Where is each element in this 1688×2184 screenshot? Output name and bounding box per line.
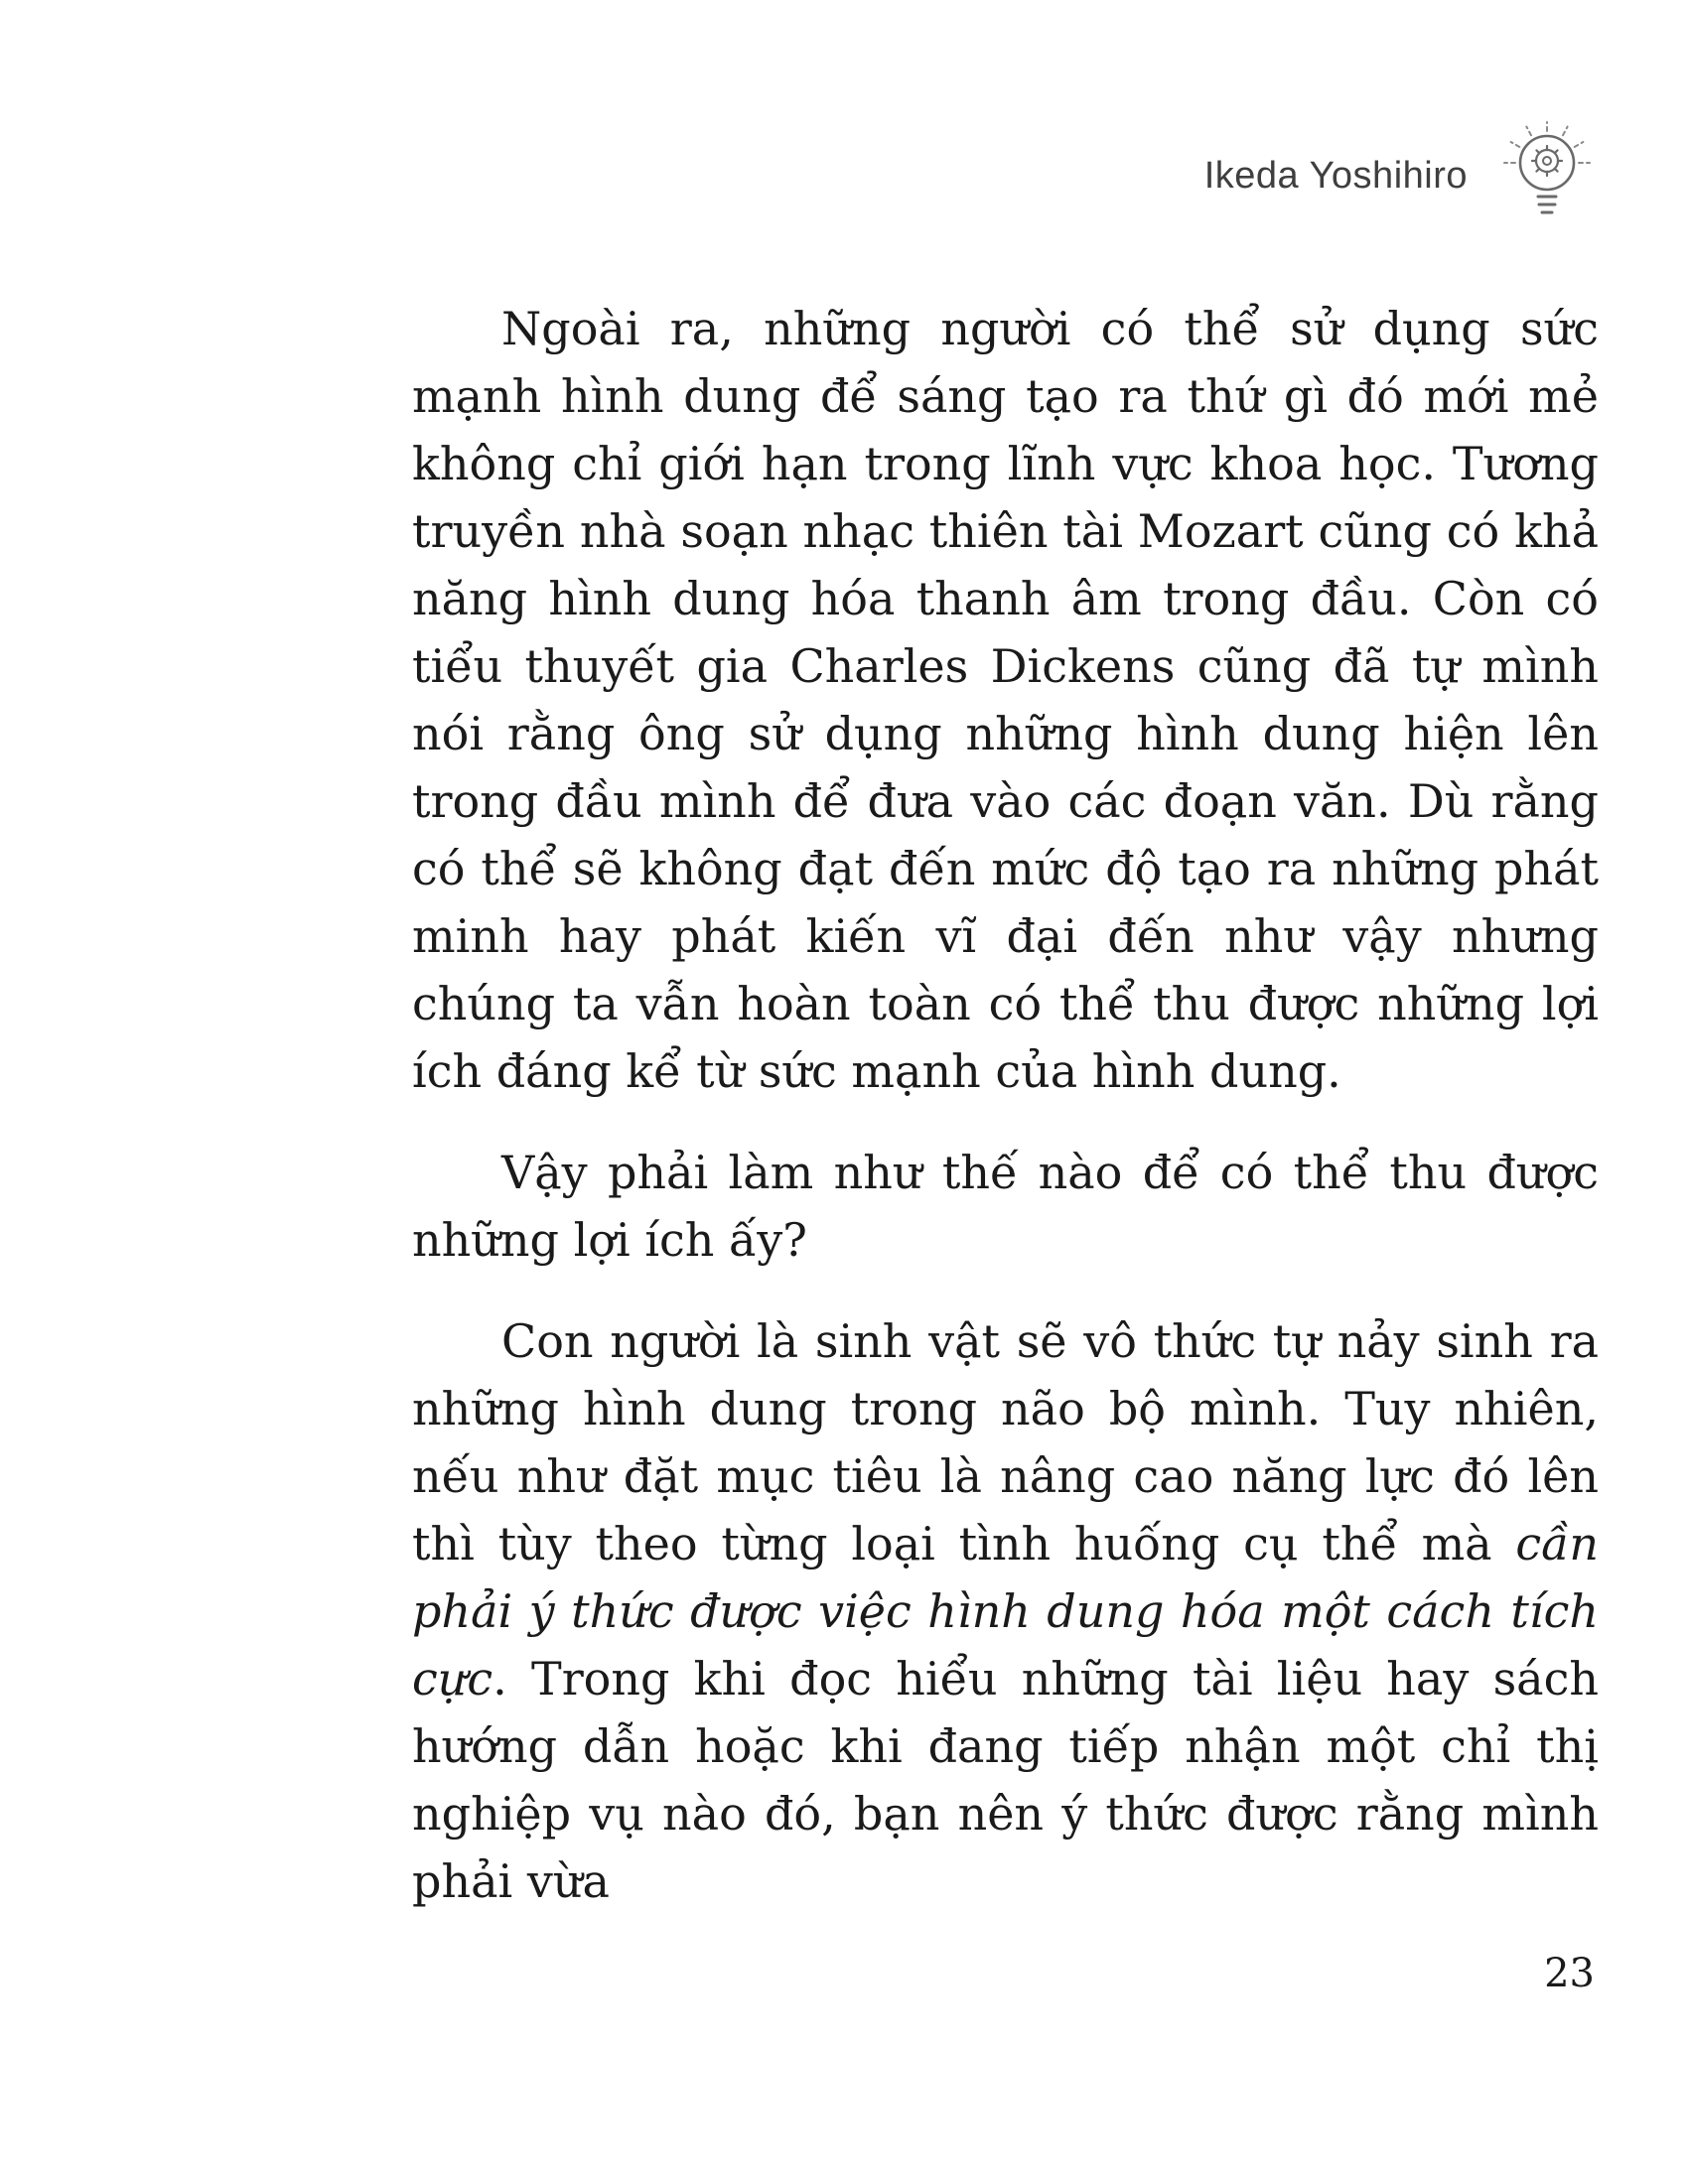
text-run: Con người là sinh vật sẽ vô thức tự nảy sinh ra những hình dung trong não bộ mình. Tuy nhiên, nếu như đặt mục tiêu là nâng cao năng lực đó lên thì tùy theo từng loại tình huống cụ thể mà xyxy=(412,1314,1599,1570)
paragraph xyxy=(412,1139,1599,1274)
text-run: Vậy phải làm như thế nào để có thể thu được những lợi ích ấy? xyxy=(412,1146,1599,1267)
paragraph xyxy=(412,1307,1599,1915)
lightbulb-gear-icon xyxy=(1495,121,1599,232)
text-run: . Trong khi đọc hiểu những tài liệu hay sách hướng dẫn hoặc khi đang tiếp nhận một chỉ thị nghiệp vụ nào đó, bạn nên ý thức được rằng mình phải vừa xyxy=(412,1652,1599,1908)
paragraph xyxy=(412,295,1599,1105)
emphasis-text-run: cần phải ý thức được việc hình dung hóa một cách tích cực xyxy=(412,1517,1599,1706)
page-content xyxy=(412,119,1599,1996)
page-header xyxy=(412,119,1599,233)
text-run: Ngoài ra, những người có thể sử dụng sức mạnh hình dung để sáng tạo ra thứ gì đó mới mẻ không chỉ giới hạn trong lĩnh vực khoa học. Tương truyền nhà soạn nhạc thiên tài Mozart cũng có khả năng hình dung hóa thanh âm trong đầu. Còn có tiểu thuyết gia Charles Dickens cũng đã tự mình nói rằng ông sử dụng những hình dung hiện lên trong đầu mình để đưa vào các đoạn văn. Dù rằng có thể sẽ không đạt đến mức độ tạo ra những phát minh hay phát kiến vĩ đại đến như vậy nhưng chúng ta vẫn hoàn toàn có thể thu được những lợi ích đáng kể từ sức mạnh của hình dung. xyxy=(412,302,1599,1098)
author-name: Ikeda Yoshihiro xyxy=(1203,155,1468,197)
page-footer xyxy=(412,1951,1599,1996)
page-number: 23 xyxy=(1544,1951,1595,1996)
body-text xyxy=(412,295,1599,1915)
